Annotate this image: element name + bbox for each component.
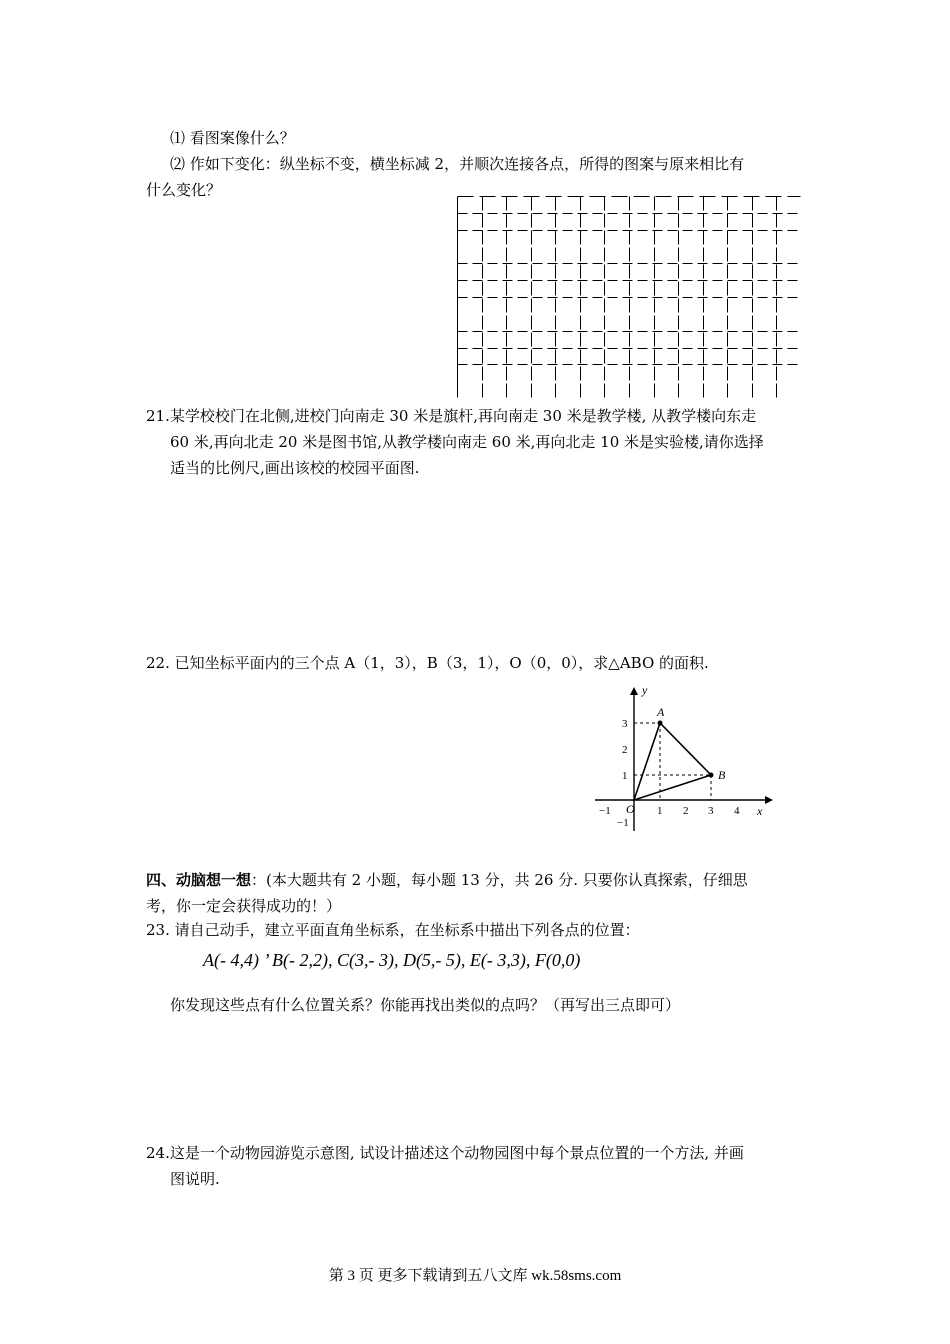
q20-part2-line2: 什么变化？ (146, 181, 222, 199)
q21-line3: 适当的比例尺,画出该校的校园平面图. (170, 459, 420, 477)
y-axis-label: y (642, 683, 648, 697)
q24-line2: 图说明. (170, 1170, 220, 1188)
q23-formula: A(- 4,4) ’ B(- 2,2), C(3,- 3), D(5,- 5), E(- 3,3), F(0,0) (203, 950, 581, 970)
x-tick-4: 4 (734, 805, 740, 817)
x-tick-neg1: −1 (599, 805, 611, 817)
y-tick-neg1: −1 (617, 817, 629, 829)
x-tick-1: 1 (657, 805, 663, 817)
y-axis-arrow-icon (630, 687, 638, 695)
section4-heading-line (146, 867, 748, 893)
x-axis-arrow-icon (765, 796, 773, 804)
y-tick-2: 2 (622, 744, 628, 756)
x-tick-3: 3 (708, 805, 714, 817)
point-B-label: B (718, 768, 726, 782)
q22-text: 22. 已知坐标平面内的三个点 A（1，3），B（3，1），O（0，0），求△ABO 的面积. (146, 654, 709, 672)
section4-intro-line2: 考，你一定会获得成功的！） (146, 897, 342, 915)
q21-line2: 60 米,再向北走 20 米是图书馆,从教学楼向南走 60 米,再向北走 10 米是实验楼,请你选择 (170, 433, 764, 451)
y-tick-1: 1 (622, 770, 628, 782)
q23-line1: 23. 请自己动手，建立平面直角坐标系，在坐标系中描出下列各点的位置： (146, 921, 640, 939)
q20-part1: ⑴ 看图案像什么？ (170, 129, 295, 147)
page-footer: 第 3 页 更多下载请到五八文库 wk.58sms.com (328, 1268, 622, 1284)
y-tick-3: 3 (622, 718, 628, 730)
triangle-coordinate-figure (593, 683, 773, 833)
point-A-dot (658, 721, 663, 726)
q20-part2-line1: ⑵ 作如下变化：纵坐标不变，横坐标减 2，并顺次连接各点，所得的图案与原来相比有 (170, 155, 745, 173)
section4-intro-line1: ：(本大题共有 2 小题，每小题 13 分，共 26 分. 只要你认真探索，仔细思 (251, 871, 748, 889)
point-A-label: A (657, 705, 665, 719)
q23-line2: 你发现这些点有什么位置关系？你能再找出类似的点吗？（再写出三点即可） (170, 996, 681, 1014)
x-tick-2: 2 (683, 805, 689, 817)
point-B-dot (709, 773, 714, 778)
dashed-grid-figure (457, 196, 801, 398)
q24-line1: 24.这是一个动物园游览示意图, 试设计描述这个动物园图中每个景点位置的一个方法, 并画 (146, 1144, 744, 1162)
origin-label: O (626, 802, 635, 816)
section4-heading: 四、动脑想一想 (146, 871, 252, 889)
x-axis-label: x (757, 804, 763, 818)
triangle-ABO (634, 723, 711, 800)
q21-line1: 21.某学校校门在北侧,进校门向南走 30 米是旗杆,再向南走 30 米是教学楼, 从教学楼向东走 (146, 407, 757, 425)
